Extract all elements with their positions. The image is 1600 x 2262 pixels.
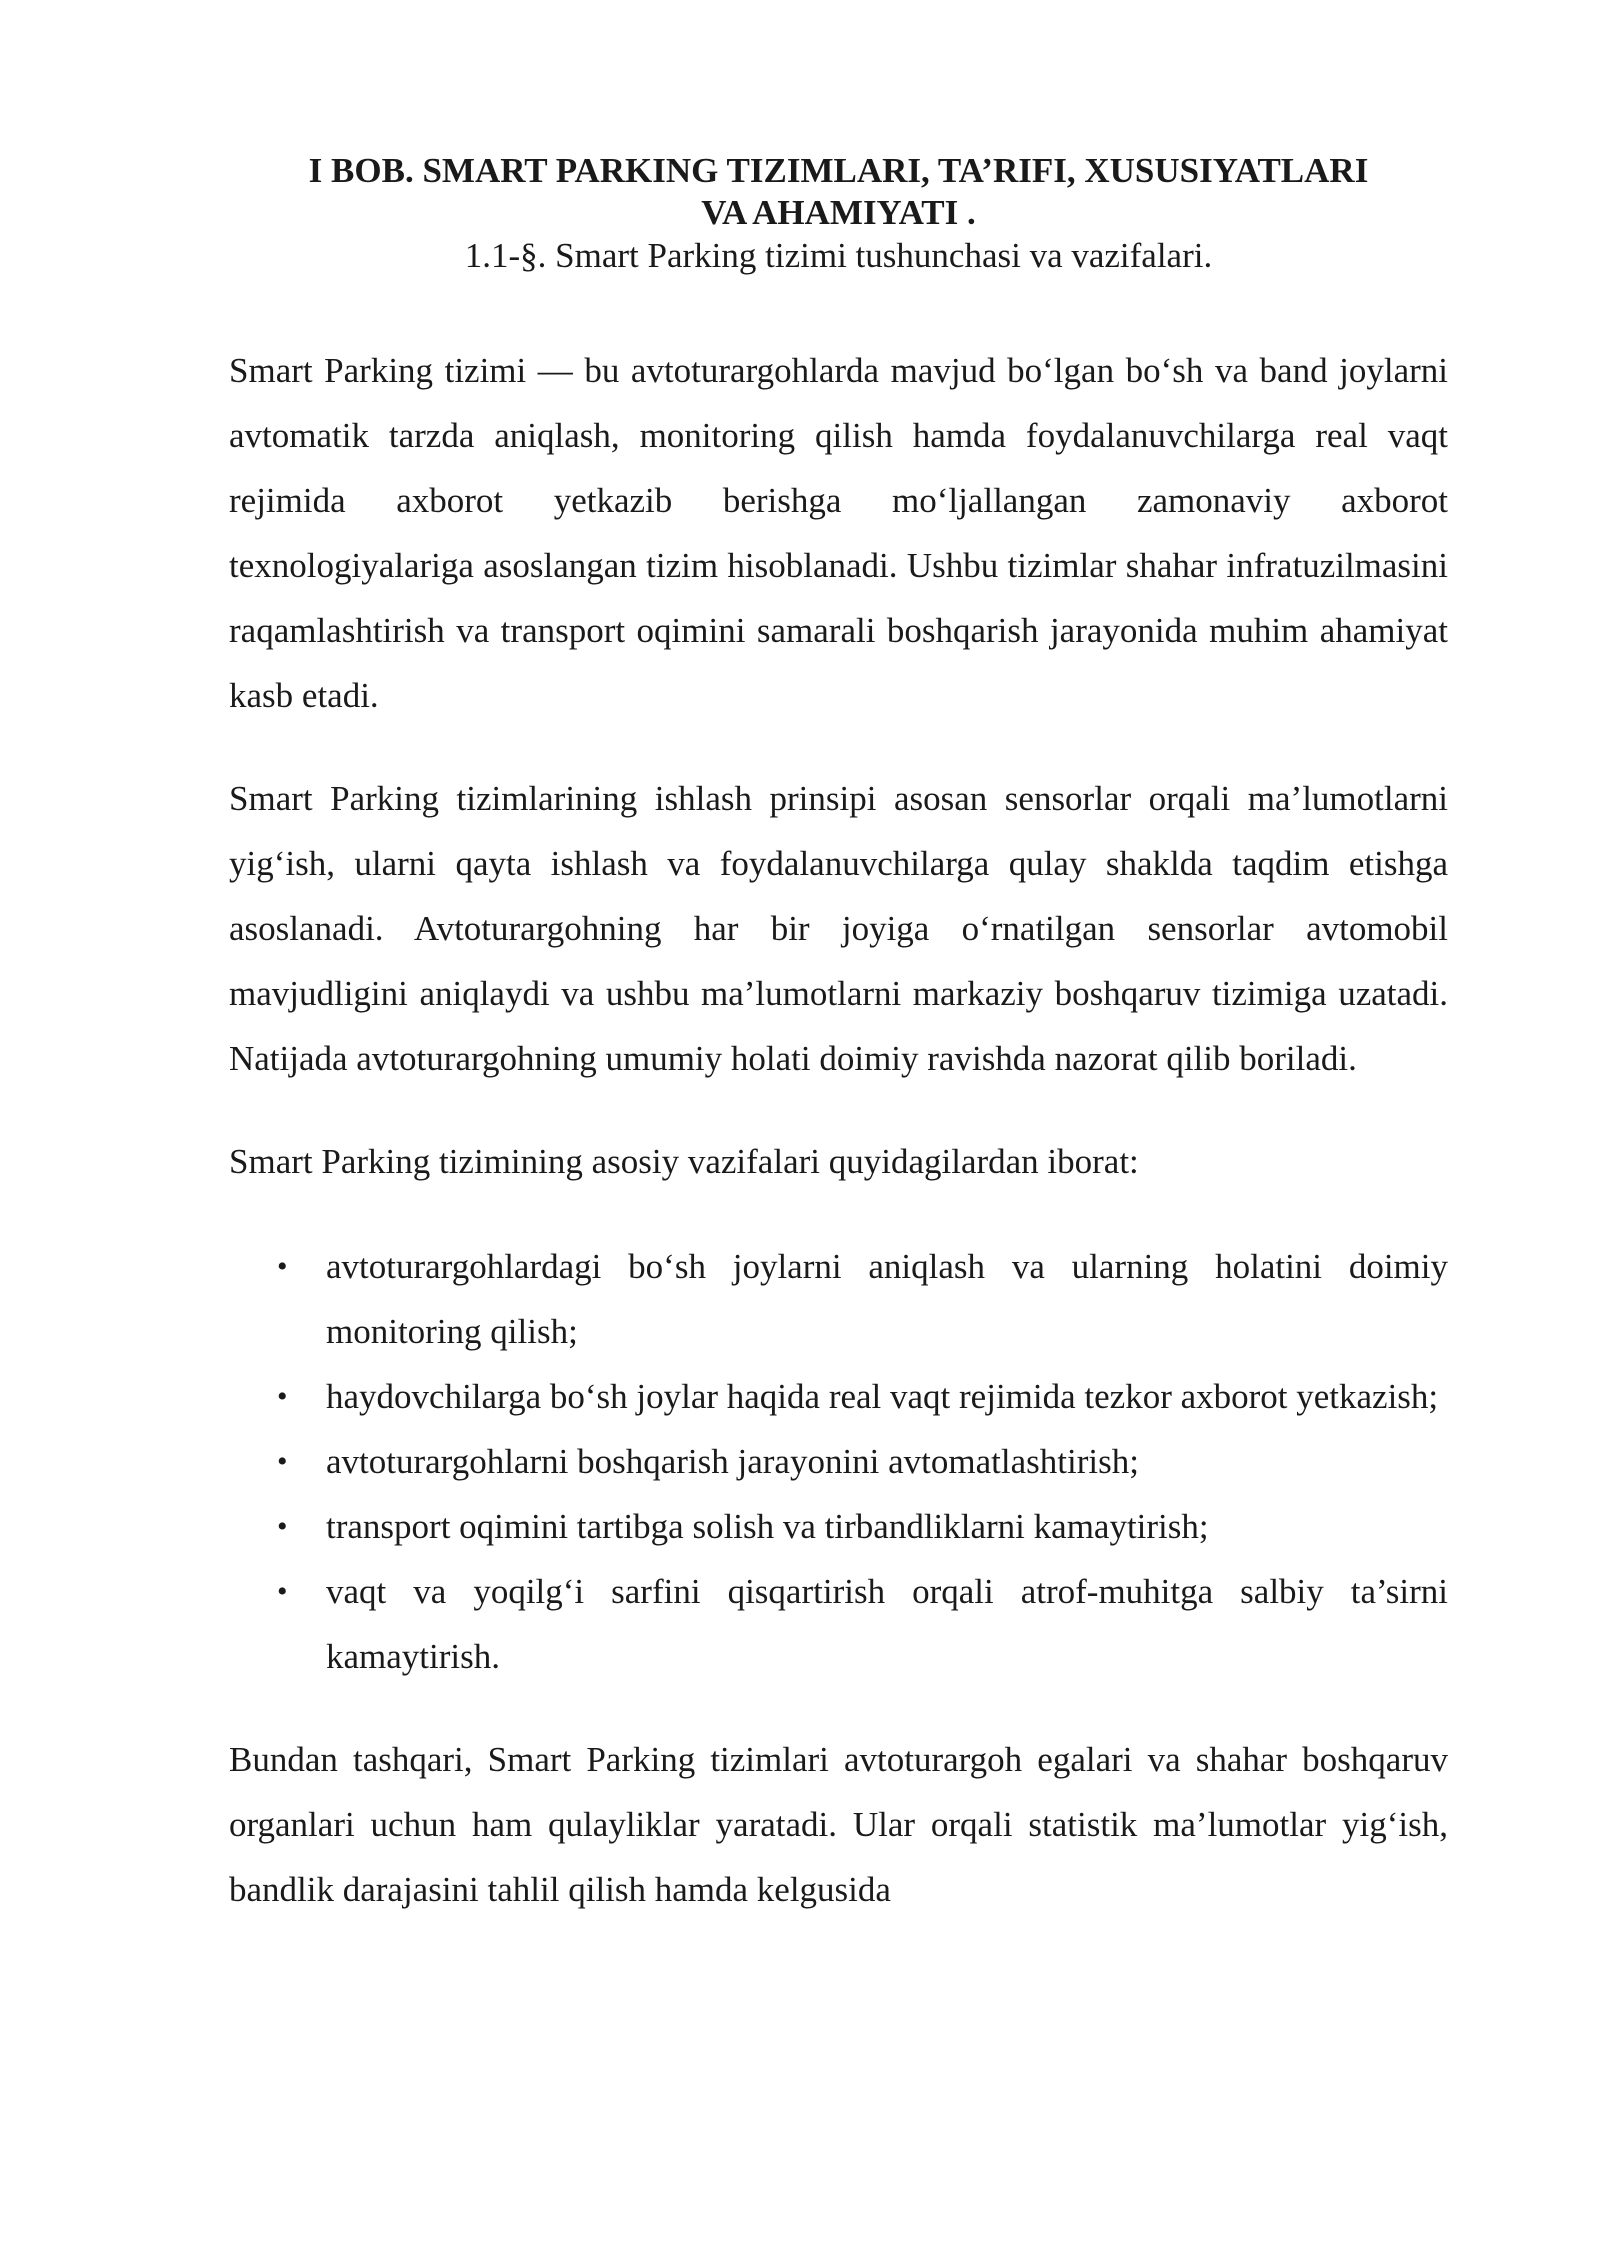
paragraph-working-principle: Smart Parking tizimlarining ishlash prinsipi asosan sensorlar orqali ma’lumotlarni yigʻish, ularni qayta ishlash va foydalanuvchilarga qulay shaklda taqdim etishga asoslanadi. Avtoturargohning har bir joyiga oʻrnatilgan sensorlar avtomobil mavjudligini aniqlaydi va ushbu ma’lumotlarni markaziy boshqaruv tizimiga uzatadi. Natijada avtoturargohning umumiy holati doimiy ravishda nazorat qilib boriladi.	[229, 779, 1448, 1078]
list-item	[229, 1234, 1448, 1364]
list-item-text: avtoturargohlardagi boʻsh joylarni aniqlash va ularning holatini doimiy monitoring qilish;	[326, 1247, 1448, 1351]
list-item-text: avtoturargohlarni boshqarish jarayonini avtomatlashtirish;	[326, 1442, 1139, 1481]
bullet-icon: •	[277, 1575, 288, 1608]
list-item	[229, 1559, 1448, 1689]
tasks-list	[229, 1234, 1448, 1689]
list-item-text: transport oqimini tartibga solish va tirbandliklarni kamaytirish;	[326, 1507, 1209, 1546]
list-item	[229, 1429, 1448, 1494]
list-item-text: haydovchilarga boʻsh joylar haqida real vaqt rejimida tezkor axborot yetkazish;	[326, 1377, 1439, 1416]
bullet-icon: •	[277, 1445, 288, 1478]
bullet-icon: •	[277, 1380, 288, 1413]
paragraph-closing: Bundan tashqari, Smart Parking tizimlari avtoturargoh egalari va shahar boshqaruv organlari uchun ham qulayliklar yaratadi. Ular orqali statistik ma’lumotlar yigʻish, bandlik darajasini tahlil qilish hamda kelgusida	[229, 1740, 1448, 1909]
paragraph-definition: Smart Parking tizimi — bu avtoturargohlarda mavjud boʻlgan boʻsh va band joylarni avtomatik tarzda aniqlash, monitoring qilish hamda foydalanuvchilarga real vaqt rejimida axborot yetkazib berishga moʻljallangan zamonaviy axborot texnologiyalariga asoslangan tizim hisoblanadi. Ushbu tizimlar shahar infratuzilmasini raqamlashtirish va transport oqimini samarali boshqarish jarayonida muhim ahamiyat kasb etadi.	[229, 351, 1448, 715]
section-title: 1.1-§. Smart Parking tizimi tushunchasi va vazifalari.	[464, 236, 1213, 275]
chapter-title-line-2: VA AHAMIYATI .	[701, 193, 976, 232]
list-item	[229, 1494, 1448, 1559]
chapter-title-line-1: I BOB. SMART PARKING TIZIMLARI, TA’RIFI, XUSUSIYATLARI	[308, 151, 1369, 190]
paragraph-tasks-intro: Smart Parking tizimining asosiy vazifalari quyidagilardan iborat:	[229, 1142, 1139, 1181]
bullet-icon: •	[277, 1510, 288, 1543]
bullet-icon: •	[277, 1250, 288, 1283]
list-item-text: vaqt va yoqilgʻi sarfini qisqartirish orqali atrof-muhitga salbiy ta’sirni kamaytirish.	[326, 1572, 1448, 1676]
list-item	[229, 1364, 1448, 1429]
